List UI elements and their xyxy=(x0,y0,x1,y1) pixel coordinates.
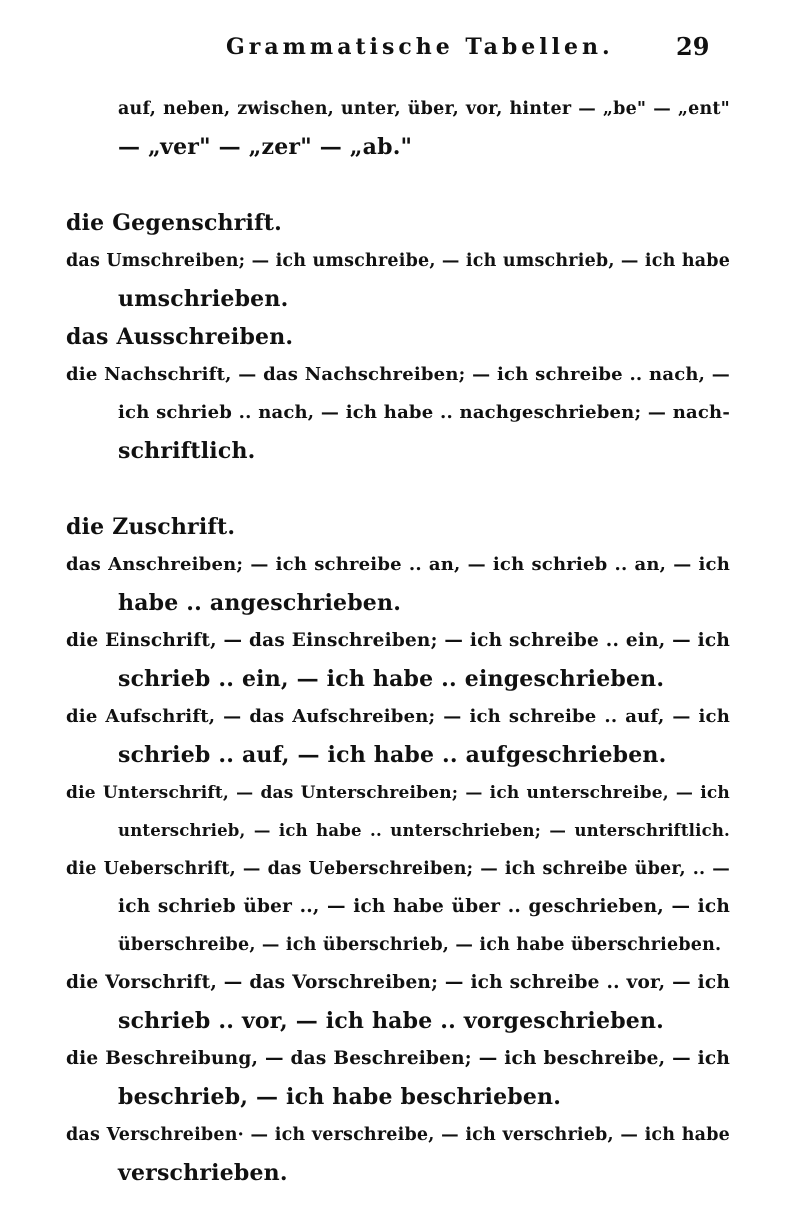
text-line: die Gegenschrift. xyxy=(66,210,282,236)
text-line: unterschrieb, — ich habe .. unterschrieben; — unterschriftlich. xyxy=(118,821,730,840)
text-line: überschreibe, — ich überschrieb, — ich habe überschrieben. xyxy=(118,935,722,955)
text-line: die Unterschrift, — das Unterschreiben; — ich unterschreibe, — ich xyxy=(66,783,730,803)
text-line: die Nachschrift, — das Nachschreiben; — ich schreibe .. nach, — xyxy=(66,364,730,385)
text-line: auf, neben, zwischen, unter, über, vor, hinter — „be" — „ent" xyxy=(118,99,730,119)
text-line: schriftlich. xyxy=(118,438,256,464)
text-line: das Ausschreiben. xyxy=(66,324,294,350)
text-line: umschrieben. xyxy=(118,286,289,312)
text-line: ich schrieb .. nach, — ich habe .. nachgeschrieben; — nach- xyxy=(118,402,730,423)
text-block xyxy=(66,90,730,1192)
page-number: 29 xyxy=(676,32,710,61)
text-line: die Beschreibung, — das Beschreiben; — ich beschreibe, — ich xyxy=(66,1048,730,1069)
running-title: Grammatische Tabellen. xyxy=(226,34,614,60)
text-line: die Zuschrift. xyxy=(66,514,236,540)
text-line: verschrieben. xyxy=(118,1160,288,1186)
text-line: schrieb .. auf, — ich habe .. aufgeschrieben. xyxy=(118,742,667,768)
text-line: das Verschreiben· — ich verschreibe, — ich verschrieb, — ich habe xyxy=(66,1125,730,1145)
text-line: das Umschreiben; — ich umschreibe, — ich umschrieb, — ich habe xyxy=(66,251,731,271)
text-line: schrieb .. ein, — ich habe .. eingeschrieben. xyxy=(118,666,665,692)
text-line: ich schrieb über .., — ich habe über .. geschrieben, — ich xyxy=(118,896,730,917)
text-line: die Vorschrift, — das Vorschreiben; — ich schreibe .. vor, — ich xyxy=(66,972,730,993)
text-line: — „ver" — „zer" — „ab." xyxy=(118,134,413,160)
text-line: die Aufschrift, — das Aufschreiben; — ich schreibe .. auf, — ich xyxy=(66,706,730,727)
text-line: das Anschreiben; — ich schreibe .. an, — ich schrieb .. an, — ich xyxy=(66,554,730,575)
text-line: die Einschrift, — das Einschreiben; — ich schreibe .. ein, — ich xyxy=(66,630,730,651)
text-line: habe .. angeschrieben. xyxy=(118,590,402,616)
paragraph-gap xyxy=(66,470,730,508)
text-line: beschrieb, — ich habe beschrieben. xyxy=(118,1084,562,1110)
text-line: die Ueberschrift, — das Ueberschreiben; — ich schreibe über, .. — xyxy=(66,859,730,879)
running-head xyxy=(0,30,792,70)
text-line: schrieb .. vor, — ich habe .. vorgeschrieben. xyxy=(118,1008,665,1034)
paragraph-gap xyxy=(66,166,730,204)
